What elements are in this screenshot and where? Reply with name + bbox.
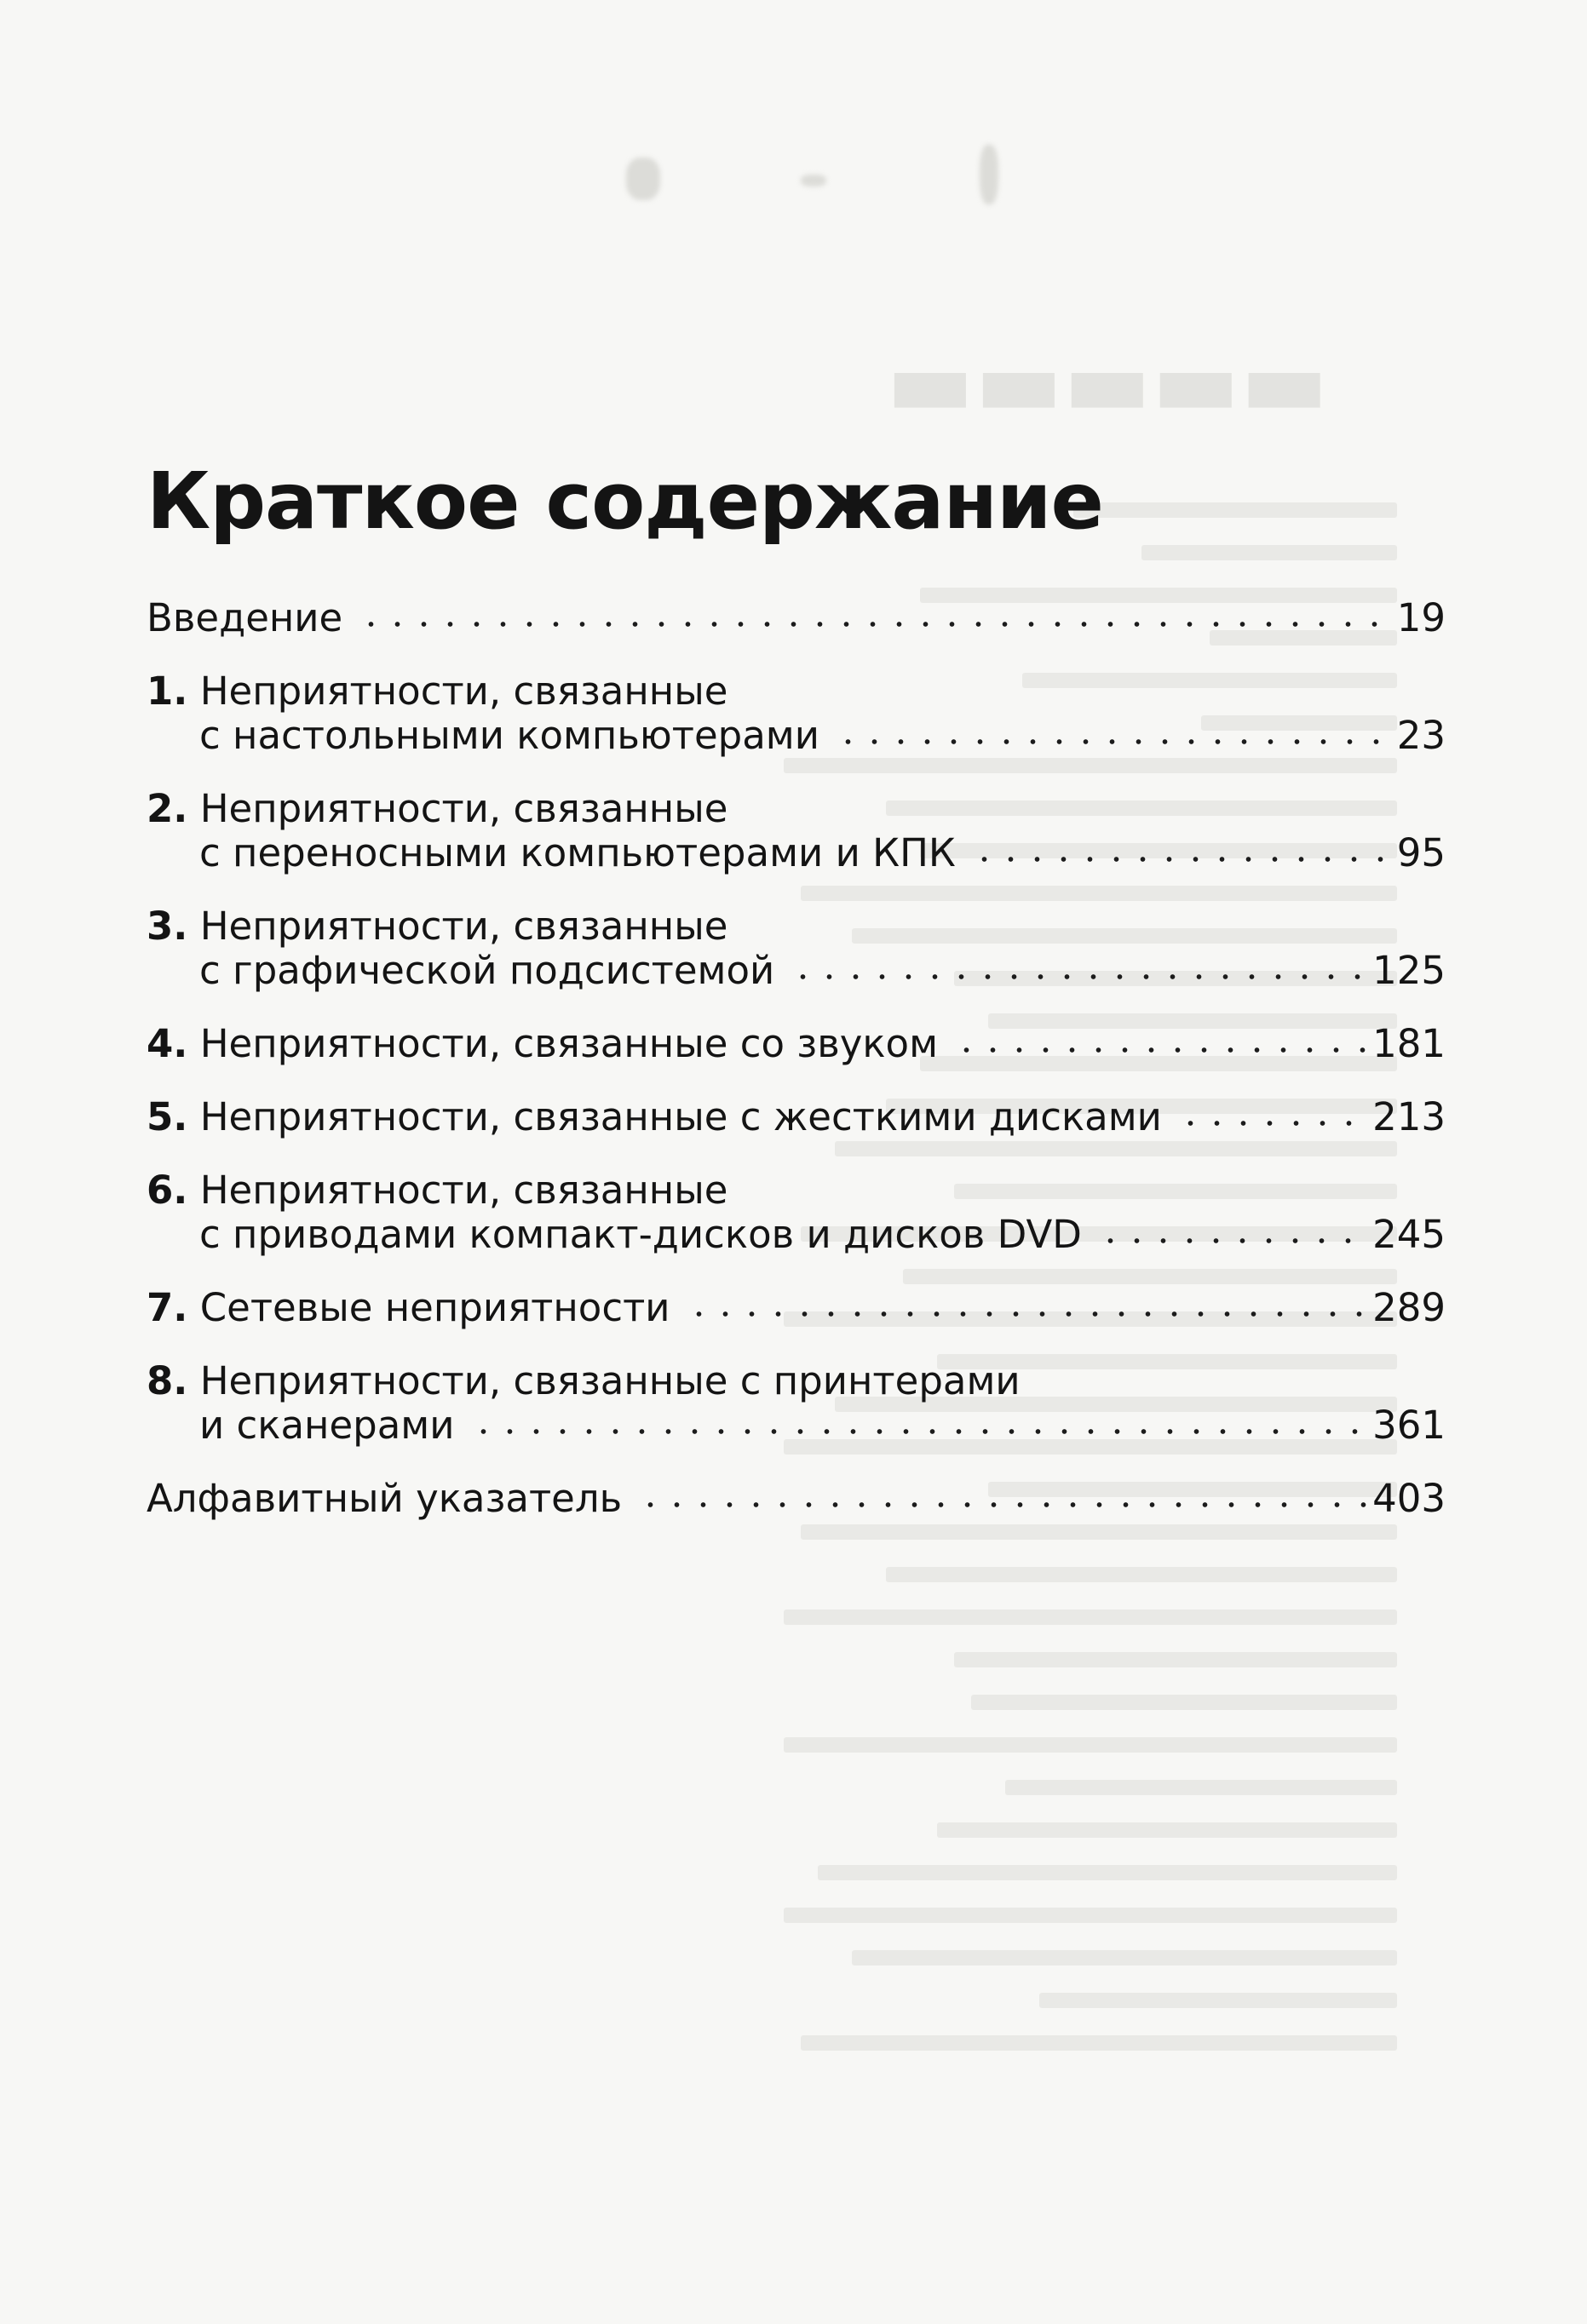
show-through-line xyxy=(596,1942,1448,1984)
scan-smudge xyxy=(801,175,826,186)
toc-entry xyxy=(147,1477,1446,1521)
show-through-bar xyxy=(784,1908,1397,1923)
show-through-line xyxy=(596,1558,1448,1601)
page-number: 403 xyxy=(1372,1476,1446,1521)
dot-leader xyxy=(470,1428,1368,1435)
toc-entry xyxy=(147,1095,1446,1139)
toc-entry-last-line xyxy=(147,1213,1446,1257)
chapter-title: Неприятности, связанные xyxy=(199,669,728,714)
chapter-title: Неприятности, связанные xyxy=(199,904,728,949)
toc-entry-line xyxy=(147,1359,1446,1403)
toc-entry-last-line xyxy=(147,1477,1446,1521)
chapter-title: Неприятности, связанные с жесткими дисками xyxy=(199,1094,1162,1139)
show-through-line xyxy=(596,1601,1448,1644)
show-through-bar xyxy=(784,1610,1397,1625)
show-through-bar xyxy=(801,2035,1397,2051)
dot-leader xyxy=(790,973,1367,980)
chapter-number: 3. xyxy=(147,904,188,949)
chapter-number: 6. xyxy=(147,1168,188,1213)
toc-entry-last-line xyxy=(147,1286,1446,1330)
chapter-title: Неприятности, связанные со звуком xyxy=(199,1021,939,1066)
page-title: Краткое содержание xyxy=(147,456,1103,547)
page-number: 125 xyxy=(1372,948,1446,993)
chapter-title: с графической подсистемой xyxy=(199,948,775,993)
show-through-bar xyxy=(784,1737,1397,1753)
page-number: 245 xyxy=(1372,1212,1446,1257)
page-number: 95 xyxy=(1396,830,1446,875)
show-through-line xyxy=(596,1729,1448,1771)
show-through-bar xyxy=(1073,502,1397,518)
toc-entry-last-line xyxy=(147,1403,1446,1448)
scan-smudge xyxy=(980,145,998,204)
toc-entry-last-line xyxy=(147,714,1446,758)
dot-leader xyxy=(358,621,1392,628)
chapter-number: 7. xyxy=(147,1285,188,1330)
show-through-line xyxy=(596,1814,1448,1856)
toc-entry xyxy=(147,904,1446,993)
show-through-bar xyxy=(1039,1993,1397,2008)
chapter-number: 2. xyxy=(147,786,188,831)
chapter-title: Введение xyxy=(147,595,343,640)
dot-leader xyxy=(637,1501,1367,1508)
toc-entry xyxy=(147,1168,1446,1257)
chapter-number: 4. xyxy=(147,1021,188,1066)
show-through-line xyxy=(596,1644,1448,1686)
page-number: 361 xyxy=(1372,1403,1446,1448)
dot-leader xyxy=(686,1311,1368,1317)
chapter-title: и сканерами xyxy=(199,1403,455,1448)
toc-entry xyxy=(147,1022,1446,1066)
chapter-title: Неприятности, связанные xyxy=(199,1168,728,1213)
dot-leader xyxy=(1097,1237,1367,1244)
chapter-title: Неприятности, связанные с принтерами xyxy=(199,1358,1021,1403)
show-through-heading: ▬▬▬▬▬ xyxy=(886,328,1329,437)
chapter-title: Сетевые неприятности xyxy=(199,1285,670,1330)
page-number: 23 xyxy=(1396,713,1446,758)
show-through-bar xyxy=(937,1822,1397,1838)
toc-entry xyxy=(147,596,1446,640)
toc-entry-line xyxy=(147,669,1446,714)
toc-entry-last-line xyxy=(147,831,1446,875)
show-through-bar xyxy=(971,1695,1397,1710)
chapter-title: Алфавитный указатель xyxy=(147,1476,623,1521)
dot-leader xyxy=(835,738,1392,745)
chapter-title: с приводами компакт-дисков и дисков DVD xyxy=(199,1212,1082,1257)
toc-entry xyxy=(147,669,1446,758)
toc-entry xyxy=(147,1359,1446,1448)
show-through-bar xyxy=(1141,545,1397,560)
page-number: 19 xyxy=(1396,595,1446,640)
chapter-title: с переносными компьютерами и КПК xyxy=(199,830,956,875)
toc-entry-last-line xyxy=(147,1022,1446,1066)
toc-entry-line xyxy=(147,1168,1446,1213)
toc-entry-last-line xyxy=(147,1095,1446,1139)
dot-leader xyxy=(953,1047,1367,1053)
page-number: 289 xyxy=(1372,1285,1446,1330)
page-number: 181 xyxy=(1372,1021,1446,1066)
chapter-title: Неприятности, связанные xyxy=(199,786,728,831)
show-through-line xyxy=(596,1686,1448,1729)
chapter-number: 8. xyxy=(147,1358,188,1403)
show-through-bar xyxy=(886,1567,1397,1582)
chapter-title: с настольными компьютерами xyxy=(199,713,819,758)
toc-entry-last-line xyxy=(147,596,1446,640)
show-through-line xyxy=(596,1771,1448,1814)
chapter-number: 1. xyxy=(147,669,188,714)
show-through-line xyxy=(596,1856,1448,1899)
toc-entry xyxy=(147,1286,1446,1330)
toc-entry-line xyxy=(147,787,1446,831)
chapter-number: 5. xyxy=(147,1094,188,1139)
toc-entry-line xyxy=(147,904,1446,949)
toc-entry-last-line xyxy=(147,949,1446,993)
show-through-line xyxy=(596,1899,1448,1942)
show-through-line xyxy=(596,2027,1448,2069)
dot-leader xyxy=(971,856,1392,863)
toc-entry xyxy=(147,787,1446,875)
table-of-contents xyxy=(147,596,1446,1550)
show-through-bar xyxy=(1005,1780,1397,1795)
show-through-bar xyxy=(818,1865,1397,1880)
show-through-bar xyxy=(954,1652,1397,1667)
show-through-line xyxy=(596,1984,1448,2027)
scan-smudge xyxy=(626,158,660,200)
dot-leader xyxy=(1177,1120,1367,1127)
page-number: 213 xyxy=(1372,1094,1446,1139)
show-through-bar xyxy=(852,1950,1397,1965)
